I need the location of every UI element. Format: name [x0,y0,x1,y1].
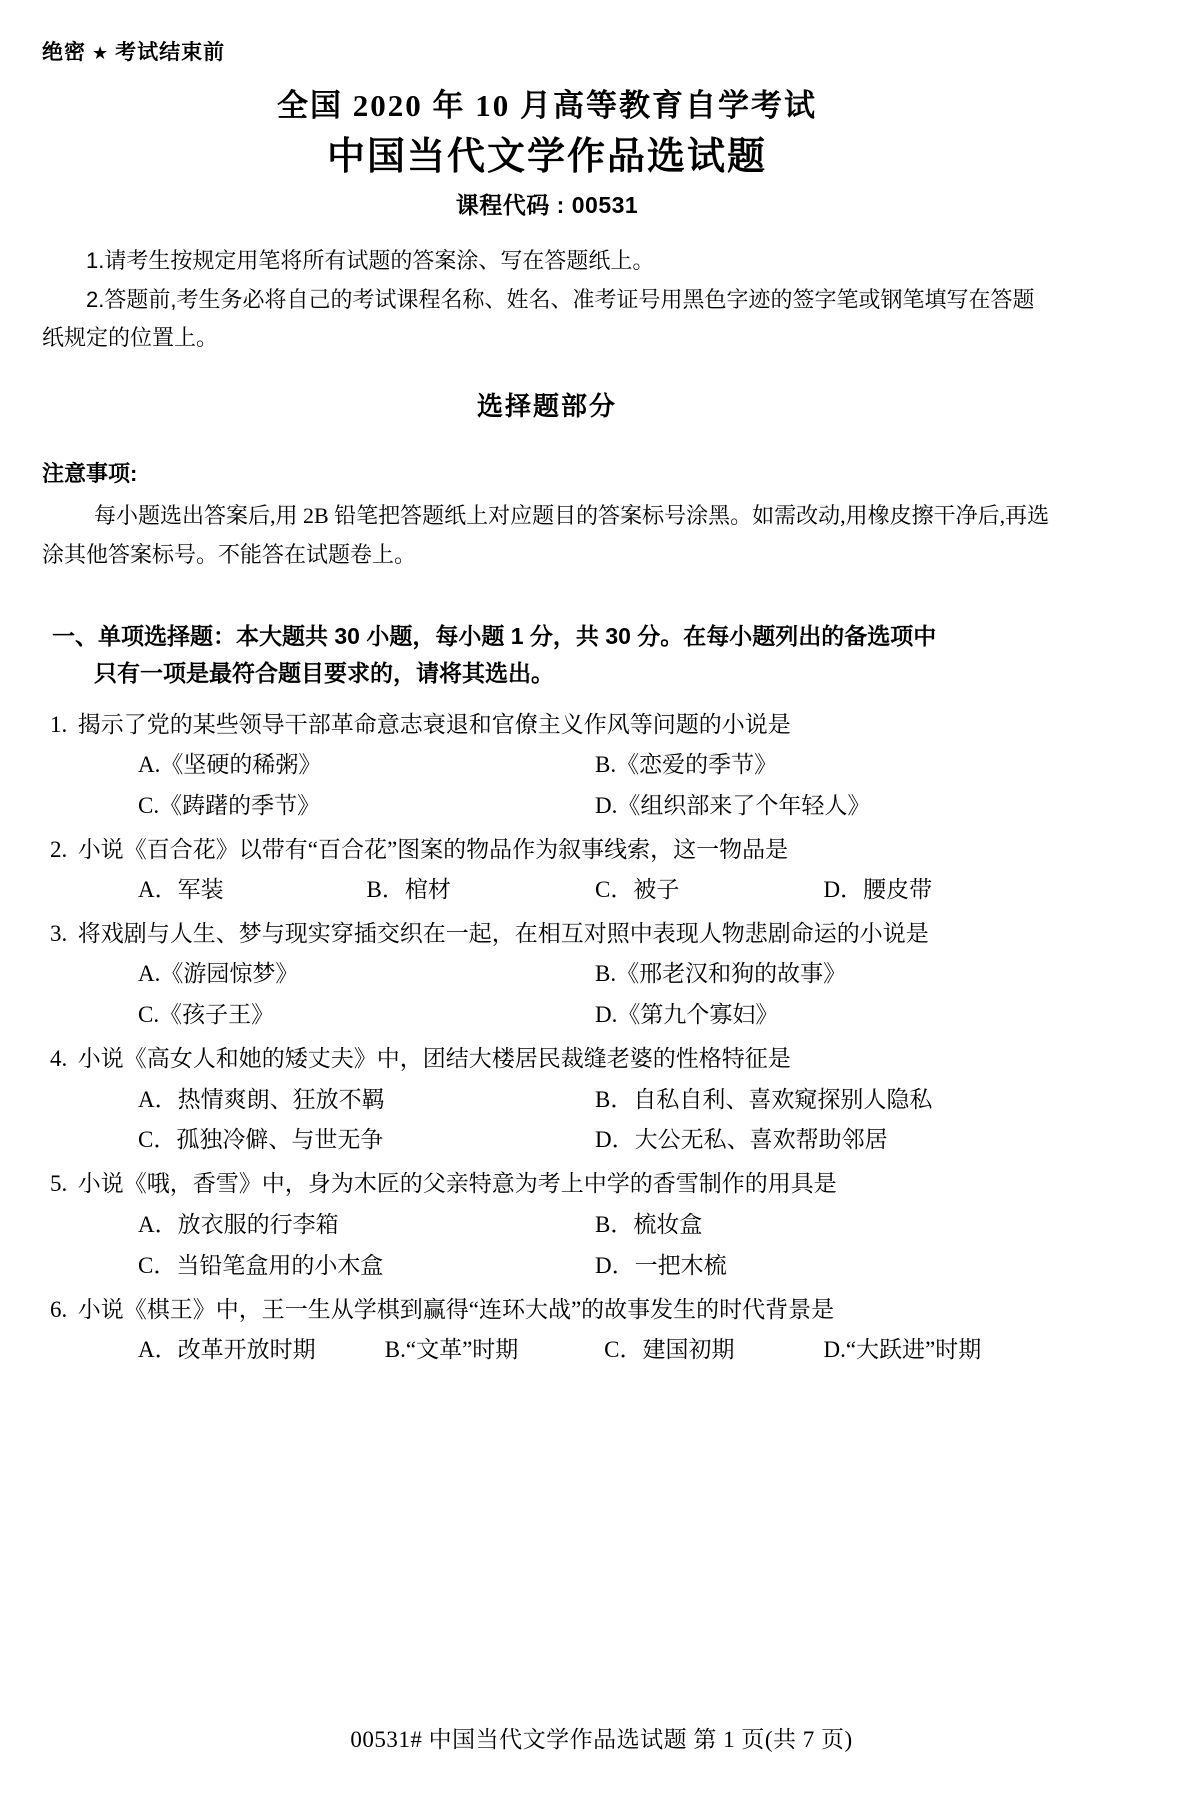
option-d[interactable]: D．大公无私、喜欢帮助邻居 [595,1127,888,1153]
option-d[interactable]: D．腰皮带 [823,877,933,903]
question-item [42,1040,1052,1161]
option-c[interactable]: C．当铅笔盒用的小木盒 [138,1252,384,1278]
question-stem: 5. 小说《哦，香雪》中，身为木匠的父亲特意为考上中学的香雪制作的用具是 [50,1171,837,1197]
section-one-heading-line1: 一、单项选择题：本大题共 30 小题，每小题 1 分，共 30 分。在每小题列出的备选项中 [52,623,937,650]
star-icon: ★ [92,43,110,63]
option-a[interactable]: A．军装 [138,877,224,903]
option-c[interactable]: C．孤独冷僻、与世无争 [138,1127,384,1153]
secrecy-header [42,40,1052,65]
question-text: 小说《高女人和她的矮丈夫》中，团结大楼居民裁缝老婆的性格特征是 [77,1046,791,1072]
course-code: 课程代码 : 00531 [455,192,639,219]
question-text: 小说《百合花》以带有“百合花”图案的物品作为叙事线索，这一物品是 [77,836,789,862]
question-text: 小说《哦，香雪》中，身为木匠的父亲特意为考上中学的香雪制作的用具是 [77,1171,837,1197]
option-a[interactable]: A.《游园惊梦》 [138,961,299,987]
option-a[interactable]: A．改革开放时期 [138,1336,316,1362]
question-options [138,745,1052,827]
option-c[interactable]: C.《孩子王》 [138,1002,275,1028]
option-a[interactable]: A.《坚硬的稀粥》 [138,752,322,778]
question-item [42,1165,1052,1286]
option-c[interactable]: C.《踌躇的季节》 [138,793,321,819]
question-stem: 3. 将戏剧与人生、梦与现实穿插交织在一起，在相互对照中表现人物悲剧命运的小说是 [50,921,929,947]
question-stem: 1. 揭示了党的某些领导干部革命意志衰退和官僚主义作风等问题的小说是 [50,711,791,737]
question-item [42,1291,1052,1371]
question-options [138,954,1052,1036]
option-d[interactable]: D．一把木梳 [595,1252,727,1278]
option-d[interactable]: D.《第九个寡妇》 [595,1002,779,1028]
question-item [42,831,1052,911]
option-c[interactable]: C．被子 [595,877,680,903]
option-a[interactable]: A．热情爽朗、狂放不羁 [138,1086,385,1112]
option-b[interactable]: B.《恋爱的季节》 [595,752,778,778]
section-one-heading [42,618,1052,692]
option-b[interactable]: B．自私自利、喜欢窥探别人隐私 [595,1086,933,1112]
question-options [138,1205,1052,1287]
secrecy-suffix: 考试结束前 [115,41,226,64]
exam-title: 全国 2020 年 10 月高等教育自学考试 [277,88,817,124]
option-d[interactable]: D.“大跃进”时期 [823,1336,982,1362]
section-one-heading-line2: 只有一项是最符合题目要求的，请将其选出。 [94,660,554,687]
notice-label: 注意事项: [42,460,138,486]
page-content [42,0,1052,1375]
question-options [138,1330,1052,1371]
question-stem: 6. 小说《棋王》中，王一生从学棋到赢得“连环大战”的故事发生的时代背景是 [50,1296,835,1322]
instructions-list [42,242,1052,358]
option-b[interactable]: B．梳妆盒 [595,1211,703,1237]
option-a[interactable]: A．放衣服的行李箱 [138,1211,339,1237]
question-stem: 4. 小说《高女人和她的矮丈夫》中，团结大楼居民裁缝老婆的性格特征是 [50,1046,791,1072]
secrecy-label: 绝密 [42,41,86,64]
question-list [42,706,1052,1371]
question-item [42,915,1052,1036]
part-heading: 选择题部分 [476,390,617,421]
notice-body: 每小题选出答案后,用 2B 铅笔把答题纸上对应题目的答案标号涂黑。如需改动,用橡皮擦干净后,再选涂其他答案标号。不能答在试题卷上。 [42,502,1050,568]
instruction-item-1: 1.请考生按规定用笔将所有试题的答案涂、写在答题纸上。 [86,248,655,274]
option-b[interactable]: B.《邢老汉和狗的故事》 [595,961,847,987]
question-stem: 2. 小说《百合花》以带有“百合花”图案的物品作为叙事线索，这一物品是 [50,836,789,862]
option-b[interactable]: B．棺材 [366,877,451,903]
option-d[interactable]: D.《组织部来了个年轻人》 [595,793,871,819]
option-c[interactable]: C．建国初期 [604,1336,735,1362]
instruction-item-2: 2.答题前,考生务必将自己的考试课程名称、姓名、准考证号用黑色字迹的签字笔或钢笔填写在答题纸规定的位置上。 [42,286,1035,351]
option-b[interactable]: B.“文革”时期 [384,1336,519,1362]
question-text: 将戏剧与人生、梦与现实穿插交织在一起，在相互对照中表现人物悲剧命运的小说是 [77,921,929,947]
question-options [138,1080,1052,1162]
question-text: 小说《棋王》中，王一生从学棋到赢得“连环大战”的故事发生的时代背景是 [77,1296,835,1322]
question-text: 揭示了党的某些领导干部革命意志衰退和官僚主义作风等问题的小说是 [77,711,791,737]
page-footer: 00531# 中国当代文学作品选试题 第 1 页(共 7 页) [350,1727,853,1752]
subject-title: 中国当代文学作品选试题 [326,135,767,178]
question-item [42,706,1052,827]
question-options [138,870,1052,911]
